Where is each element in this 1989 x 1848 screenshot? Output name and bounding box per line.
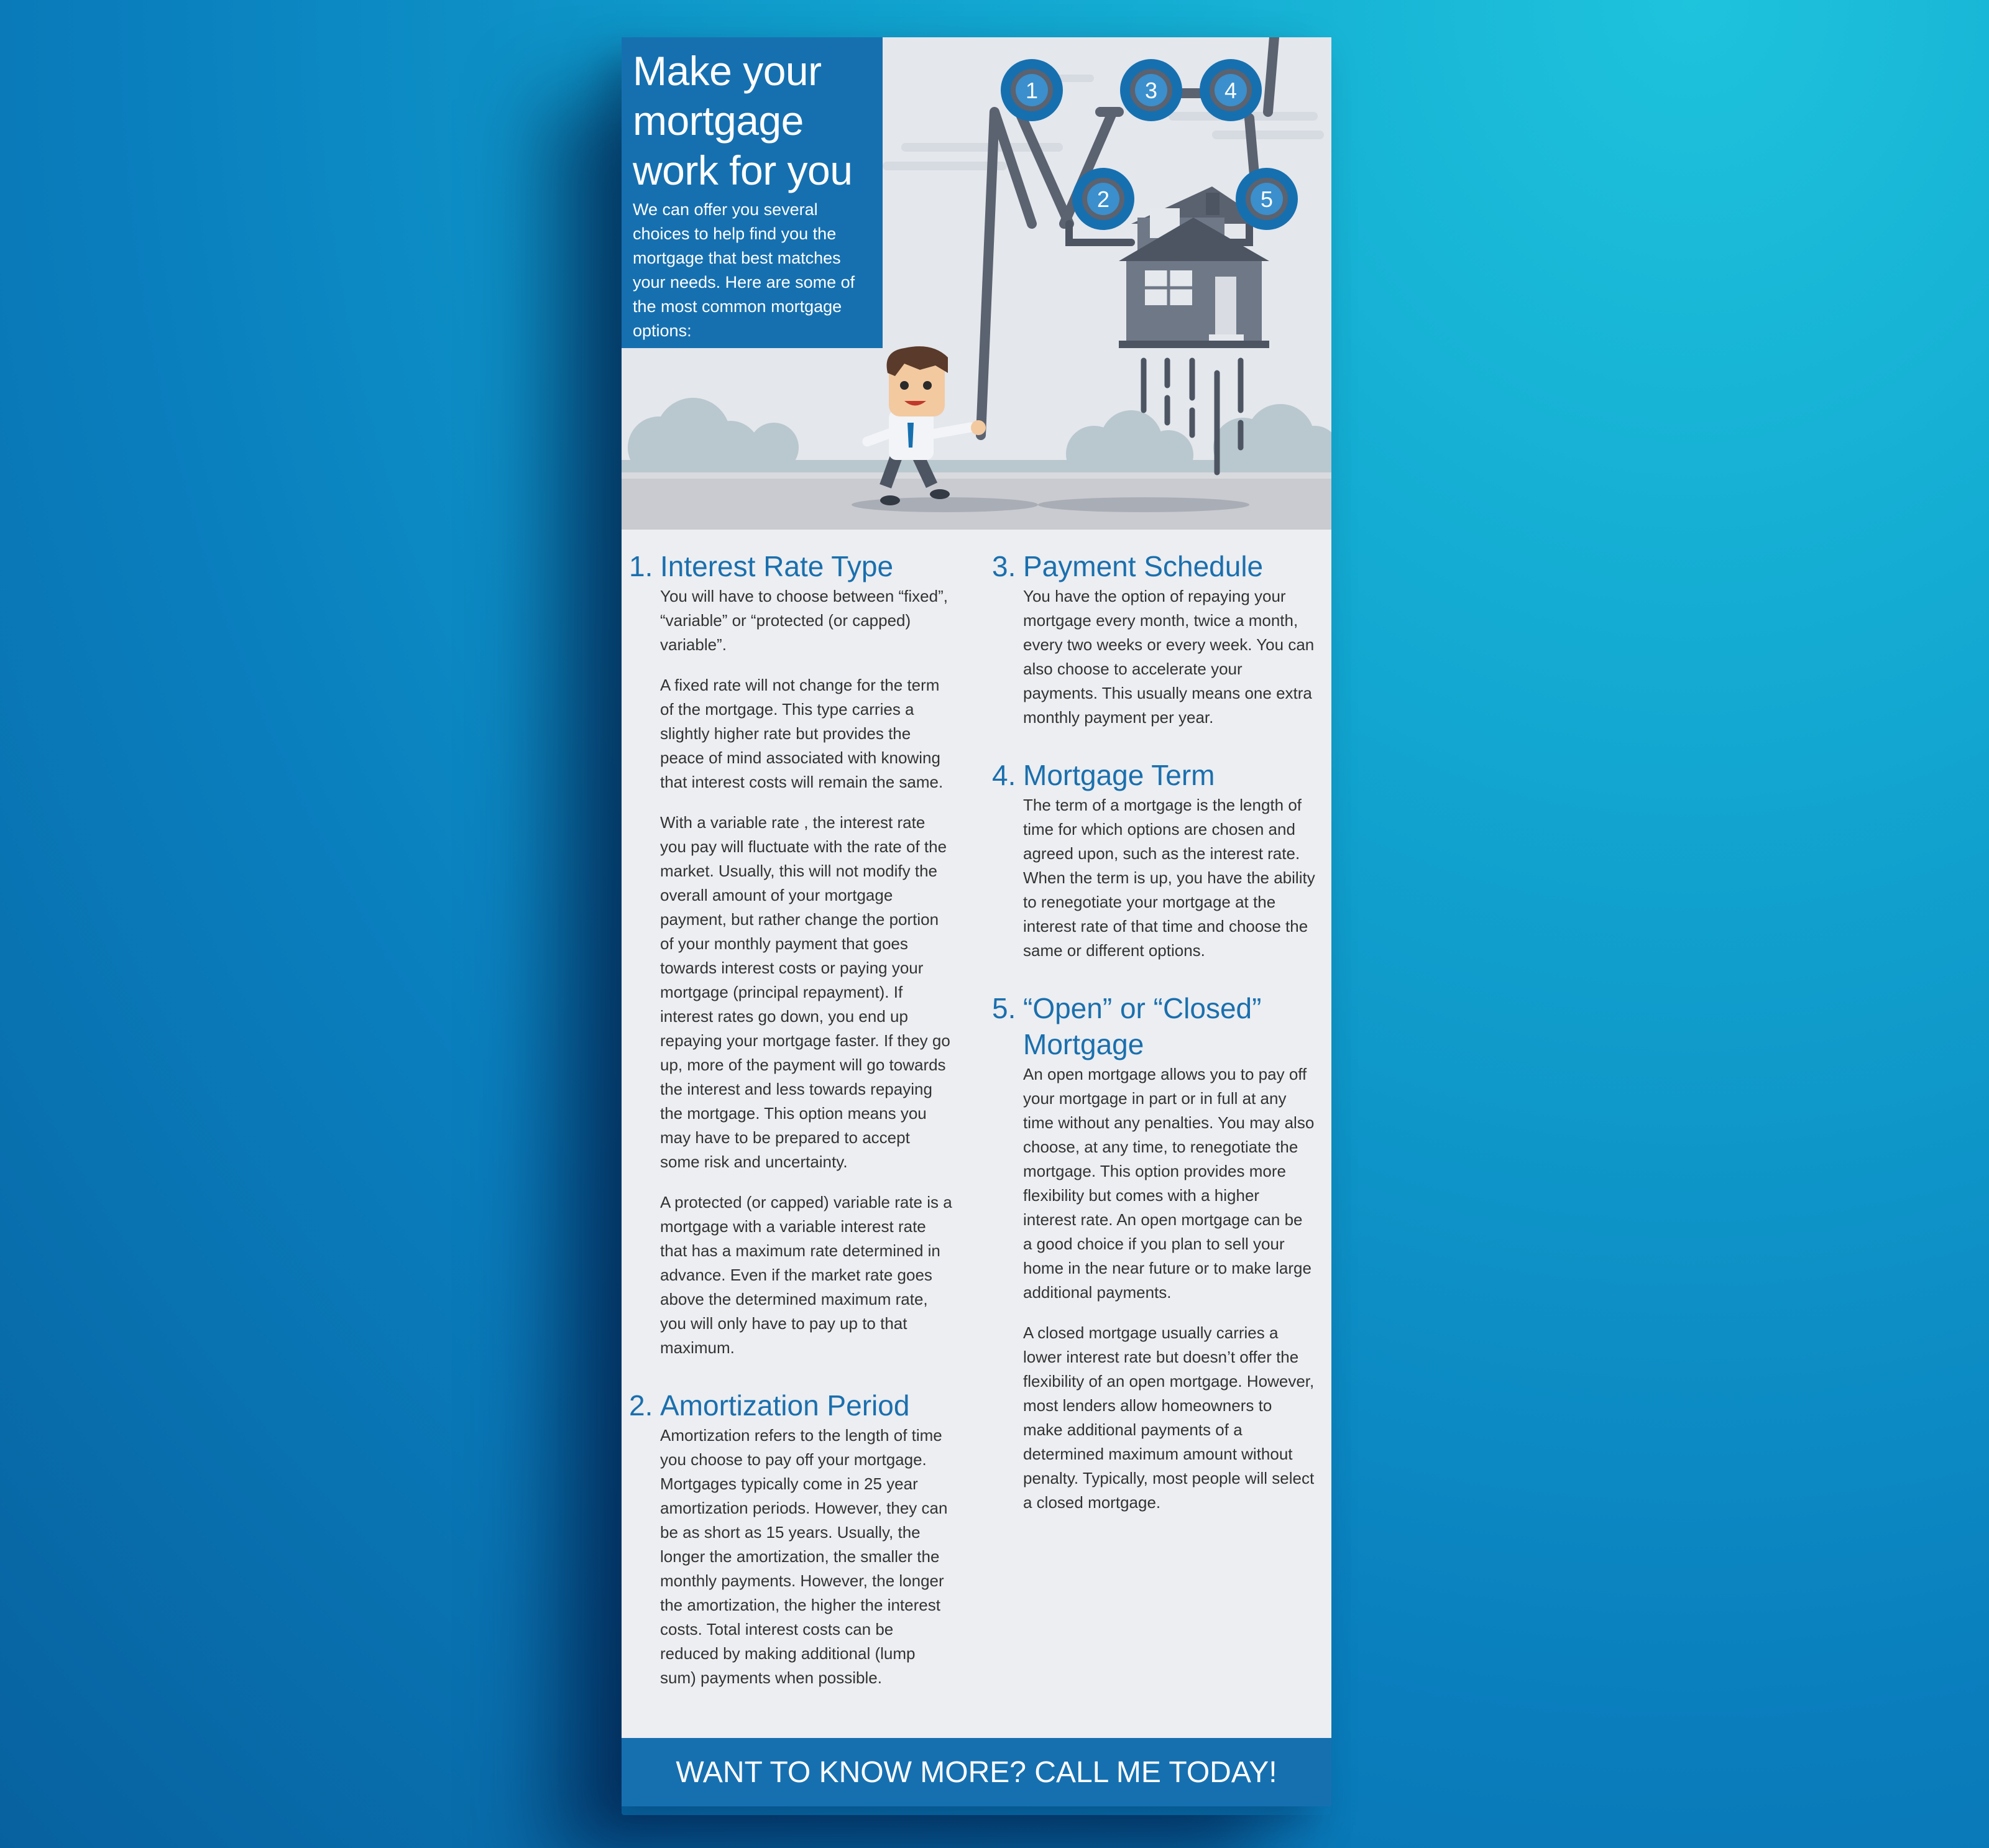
section-mortgage-term: [992, 757, 1315, 963]
section-paragraph: A closed mortgage usually carries a lower interest rate but doesn’t offer the flexibility of an open mortgage. However, most lenders allow homeowners to make additional payments of a determined maximum amount without penalty. Typically, most people will select a closed mortgage.: [1023, 1323, 1315, 1512]
section-interest-rate-type: [629, 548, 952, 1360]
left-column: [629, 548, 952, 1717]
mortgage-flyer: [622, 37, 1331, 1806]
section-heading: “Open” or “Closed” Mortgage: [1023, 992, 1262, 1060]
step-3-label: 3: [1144, 78, 1158, 103]
section-paragraph: The term of a mortgage is the length of time for which options are chosen and agreed upon, such as the interest rate. When the term is up, you have the ability to renegotiate your mortgage at the interest rate of that time and choose the same or different options.: [1023, 796, 1315, 960]
page-title: Make your mortgage work for you: [633, 48, 853, 193]
call-to-action-banner: WANT TO KNOW MORE? CALL ME TODAY!: [622, 1738, 1331, 1806]
section-paragraph: An open mortgage allows you to pay off your mortgage in part or in full at any time without any penalties. You may also choose, at any time, to renegotiate the mortgage. This option provides more flexibility but comes with a higher interest rate. An open mortgage can be a good choice if you plan to sell your home in the near future or to make large additional payments.: [1023, 1065, 1315, 1302]
step-5-label: 5: [1260, 186, 1274, 212]
section-open-or-closed: [992, 990, 1315, 1515]
section-number: 4.: [992, 759, 1016, 791]
section-amortization-period: [629, 1387, 952, 1690]
intro-text: We can offer you several choices to help find you the mortgage that best matches your needs. Here are some of the most common mortgage options:: [633, 200, 855, 340]
step-1-label: 1: [1025, 78, 1039, 103]
section-heading: Interest Rate Type: [660, 550, 894, 582]
right-column: [992, 548, 1315, 1542]
section-number: 1.: [629, 550, 653, 582]
hero-banner: [622, 37, 1331, 530]
section-paragraph: Amortization refers to the length of time you choose to pay off your mortgage. Mortgages typically come in 25 year amortization periods. However, they can be as short as 15 years. Usually, the longer the amortization, the smaller the monthly payments. However, the longer the amortization, the higher the interest costs. Total interest costs can be reduced by making additional (lump sum) payments when possible.: [660, 1426, 948, 1687]
section-payment-schedule: [992, 548, 1315, 730]
intro-panel: [622, 37, 883, 348]
section-paragraph: A protected (or capped) variable rate is a mortgage with a variable interest rate that has a maximum rate determined in advance. Even if the market rate goes above the determined maximum rate, you will only have to pay up to that maximum.: [660, 1193, 952, 1357]
section-paragraph: You have the option of repaying your mortgage every month, twice a month, every two weeks or every week. You can also choose to accelerate your payments. This usually means one extra monthly payment per year.: [1023, 587, 1315, 727]
section-heading: Payment Schedule: [1023, 550, 1264, 582]
step-2-label: 2: [1096, 186, 1110, 212]
section-paragraph: A fixed rate will not change for the term of the mortgage. This type carries a slightly higher rate but provides the peace of mind associated with knowing that interest costs will remain the same.: [660, 676, 944, 791]
step-4-label: 4: [1224, 78, 1238, 103]
section-heading: Amortization Period: [660, 1389, 910, 1422]
section-number: 2.: [629, 1389, 653, 1422]
section-heading: Mortgage Term: [1023, 759, 1215, 791]
section-number: 3.: [992, 550, 1016, 582]
section-number: 5.: [992, 992, 1016, 1024]
section-paragraph: You will have to choose between “fixed”, “variable” or “protected (or capped) variable”.: [660, 587, 948, 654]
section-paragraph: With a variable rate , the interest rate you pay will fluctuate with the rate of the market. Usually, this will not modify the overall amount of your mortgage payment, but rather change the portion of your monthly payment that goes towards interest costs or paying your mortgage (principal repayment). If interest rates go down, you end up repaying your mortgage faster. If they go up, more of the payment will go towards the interest and less towards repaying the mortgage. This option means you may have to be prepared to accept some risk and uncertainty.: [660, 813, 950, 1171]
